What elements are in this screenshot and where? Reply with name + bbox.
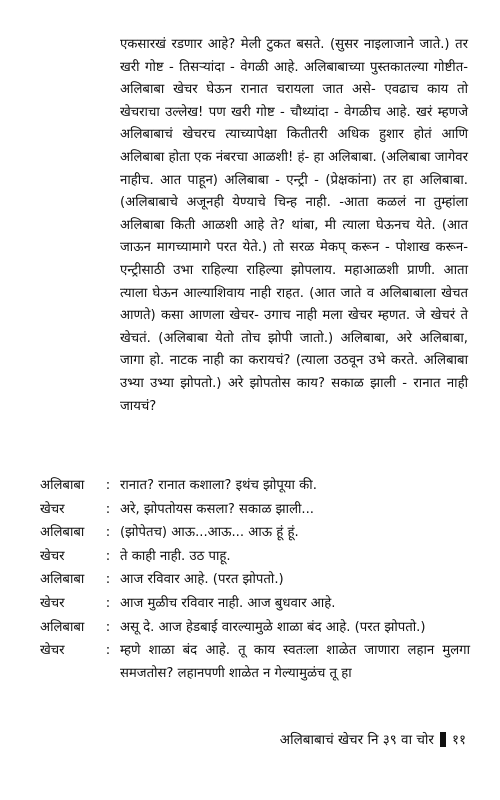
dialogue-line	[40, 499, 470, 522]
dialogue-line	[40, 640, 470, 685]
narration-paragraph: एकसारखं रडणार आहे? मेली टुकत बसते. (सुसर नाइलाजाने जाते.) तर खरी गोष्ट - तिसऱ्यांदा - वेगळी आहे. अलिबाबाच्या पुस्तकातल्या गोष्टीत- अलिबाबा खेचर घेऊन रानात चरायला जात असे- एवढाच काय तो खेचराचा उल्लेख! पण खरी गोष्ट - चौथ्यांदा - वेगळीच आहे. खरं म्हणजे अलिबाबाचं खेचरच त्याच्यापेक्षा कितीतरी अधिक हुशार होतं आणि अलिबाबा होता एक नंबरचा आळशी! हं- हा अलिबाबा. (अलिबाबा जागेवर नाहीच. आत पाहून) अलिबाबा - एन्ट्री - (प्रेक्षकांना) तर हा अलिबाबा. (अलिबाबाचे अजूनही येण्याचे चिन्ह नाही. -आता कळलं ना तुम्हांला अलिबाबा किती आळशी आहे ते? थांबा, मी त्याला घेऊनच येते. (आत जाऊन मागच्यामागे परत येते.) तो सरळ मेकप् करून - पोशाख करून- एन्ट्रीसाठी उभा राहिल्या राहिल्या झोपलाय. महाआळशी प्राणी. आता त्याला घेऊन आल्याशिवाय नाही राहत. (आत जाते व अलिबाबाला खेचत आणते) कसा आणला खेचर- उगाच नाही मला खेचर म्हणत. जे खेचरं ते खेचतं. (अलिबाबा येतो तोच झोपी जातो.) अलिबाबा, अरे अलिबाबा, जागा हो. नाटक नाही का करायचं? (त्याला उठवून उभे करते. अलिबाबा उभ्या उभ्या झोपतो.) अरे झोपतोस काय? सकाळ झाली - रानात नाही जायचं?	[120, 37, 468, 414]
speaker: खेचर	[40, 548, 65, 564]
speaker: खेचर	[40, 595, 65, 611]
speech: आज मुळीच रविवार नाही. आज बुधवार आहे.	[120, 595, 336, 611]
speech: असू दे. आज हेडबाई वारल्यामुळे शाळा बंद आहे. (परत झोपतो.)	[120, 619, 426, 635]
dialogue-block	[40, 475, 470, 686]
speaker: खेचर	[40, 501, 65, 517]
colon: :	[105, 478, 111, 493]
colon: :	[105, 619, 111, 635]
speech: (झोपेतच) आऊ...आऊ... आऊ हूं हूं.	[120, 525, 299, 541]
speaker: अलिबाबा	[40, 525, 85, 541]
dialogue-line	[40, 475, 470, 498]
speech: ते काही नाही. उठ पाहू.	[120, 548, 231, 564]
page-number: ११	[451, 732, 466, 748]
footer-bar-mark	[440, 732, 446, 747]
speech: आज रविवार आहे. (परत झोपतो.)	[120, 572, 284, 588]
speaker: अलिबाबा	[40, 478, 85, 493]
colon: :	[105, 548, 111, 564]
colon: :	[105, 595, 111, 611]
speaker: अलिबाबा	[40, 619, 85, 635]
dialogue-line	[40, 569, 470, 592]
running-title: अलिबाबाचं खेचर नि ३९ वा चोर	[279, 732, 434, 748]
speech: रानात? रानात कशाला? इथंच झोपूया की.	[120, 478, 317, 493]
narration-block	[120, 34, 468, 418]
dialogue-line	[40, 593, 470, 616]
speaker: खेचर	[40, 643, 65, 659]
speaker: अलिबाबा	[40, 572, 85, 588]
speech: अरे, झोपतोयस कसला? सकाळ झाली...	[120, 501, 314, 517]
dialogue-line	[40, 546, 470, 569]
colon: :	[105, 525, 111, 541]
colon: :	[105, 572, 111, 588]
colon: :	[105, 643, 111, 659]
dialogue-line	[40, 522, 470, 545]
colon: :	[105, 501, 111, 517]
page-footer	[280, 730, 466, 748]
dialogue-line	[40, 617, 470, 640]
speech: म्हणे शाळा बंद आहे. तू काय स्वतःला शाळेत जाणारा लहान मुलगा समजतोस? लहानपणी शाळेत न गेल्यामुळंच तू हा	[120, 643, 470, 681]
